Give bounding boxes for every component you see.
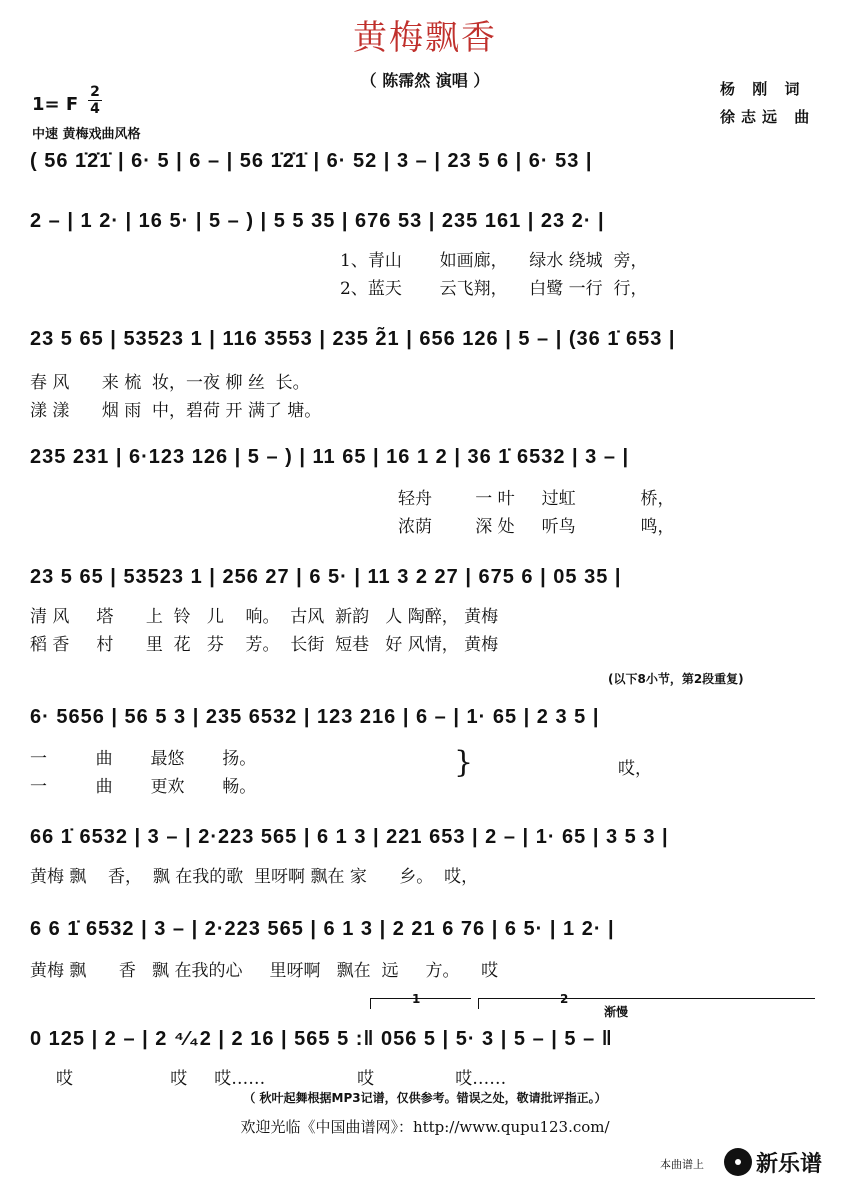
score-line-8: 6 6 1̇ 6532 | 3 – | 2·223 565 | 6 1 3 | 2 21 6 76 | 6 5· | 1 2· | [30,918,615,940]
lyric-line-2b: 2、蓝天 云飞翔， 白鹭 一行 行， [340,279,648,299]
score-line-5: 23 5 65 | 53523 1 | 256 27 | 6 5· | 11 3 2 27 | 675 6 | 05 35 | [30,566,622,588]
brand-caption: 本曲谱上 [660,1158,704,1171]
brand-name: 新乐谱 [756,1152,823,1177]
brand-logo [724,1146,844,1178]
score-line-1: ( 56 1̇2̇1̇ | 6· 5 | 6 – | 56 1̇2̇1̇ | 6· 52 | 3 – | 23 5 6 | 6· 53 | [30,150,593,172]
volta-1-label: 1 [412,992,421,1006]
time-signature [88,84,102,117]
site-link[interactable]: 欢迎光临《中国曲谱网》：http://www.qupu123.com/ [240,1118,610,1136]
time-bottom: 4 [90,101,100,117]
volta-2-bracket [478,998,815,1009]
key-signature: 1= F [32,94,79,115]
lyric-line-6a: 一 曲 最悠 扬。 [30,749,257,769]
record-disc-icon [724,1148,752,1176]
composer-credit: 徐志远 曲 [720,108,816,126]
time-top: 2 [90,84,100,100]
lyric-line-5a: 清 风 塔 上 铃 儿 响。 古风 新韵 人 陶醉， 黄梅 [30,607,499,627]
lyric-line-2a: 1、青山 如画廊， 绿水 绕城 旁， [340,251,648,271]
transcription-note: （ 秋叶起舞根据MP3记谱，仅供参考。错误之处，敬请批评指正。） [243,1091,607,1105]
performer-credit: （ 陈霈然 演唱 ） [360,71,490,90]
lyric-line-5b: 稻 香 村 里 花 芬 芳。 长街 短巷 好 风情， 黄梅 [30,635,499,655]
score-line-2: 2 – | 1 2· | 16 5· | 5 – ) | 5 5 35 | 676 53 | 235 161 | 23 2· | [30,210,605,232]
lyric-line-8: 黄梅 飘 香 飘 在我的心 里呀啊 飘在 远 方。 哎 [30,961,499,981]
score-line-6: 6· 5656 | 56 5 3 | 235 6532 | 123 216 | 6 – | 1· 65 | 2 3 5 | [30,706,600,728]
score-title: 黄梅飘香 [353,18,497,58]
lyric-line-7: 黄梅 飘 香， 飘 在我的歌 里呀啊 飘在 家 乡。 哎， [30,867,479,887]
brace-symbol: } [454,745,474,780]
score-line-4: 235 231 | 6·123 126 | 5 – ) | 11 65 | 16 1 2 | 36 1̇ 6532 | 3 – | [30,446,630,468]
lyric-line-6-side: 哎， [618,759,652,779]
ritardando-mark: 渐慢 [604,1005,629,1019]
score-line-9: 0 125 | 2 – | 2 ⁴⁄₄2 | 2 16 | 565 5 :‖ 056 5 | 5· 3 | 5 – | 5 – ‖ [30,1028,613,1050]
score-line-3: 23 5 65 | 53523 1 | 116 3553 | 235 2̃1 | 656 126 | 5 – | (36 1̇ 653 | [30,328,676,350]
tempo-marking: 中速 黄梅戏曲风格 [32,127,141,142]
volta-1-bracket [370,998,471,1009]
score-line-7: 66 1̇ 6532 | 3 – | 2·223 565 | 6 1 3 | 221 653 | 2 – | 1· 65 | 3 5 3 | [30,826,669,848]
lyric-line-6b: 一 曲 更欢 畅。 [30,777,257,797]
lyric-line-4b: 浓荫 深 处 听鸟 鸣， [398,517,675,537]
volta-2-label: 2 [560,992,569,1006]
repeat-note: (以下8小节，第2段重复) [608,672,744,686]
lyric-line-3b: 漾 漾 烟 雨 中，碧荷 开 满了 塘。 [30,401,322,421]
lyric-line-9: 哎 哎 哎…… 哎 哎…… [56,1069,507,1089]
lyric-line-4a: 轻舟 一 叶 过虹 桥， [398,489,675,509]
lyricist-credit: 杨 刚 词 [720,80,806,98]
lyric-line-3a: 春 风 来 梳 妆，一夜 柳 丝 长。 [30,373,310,393]
